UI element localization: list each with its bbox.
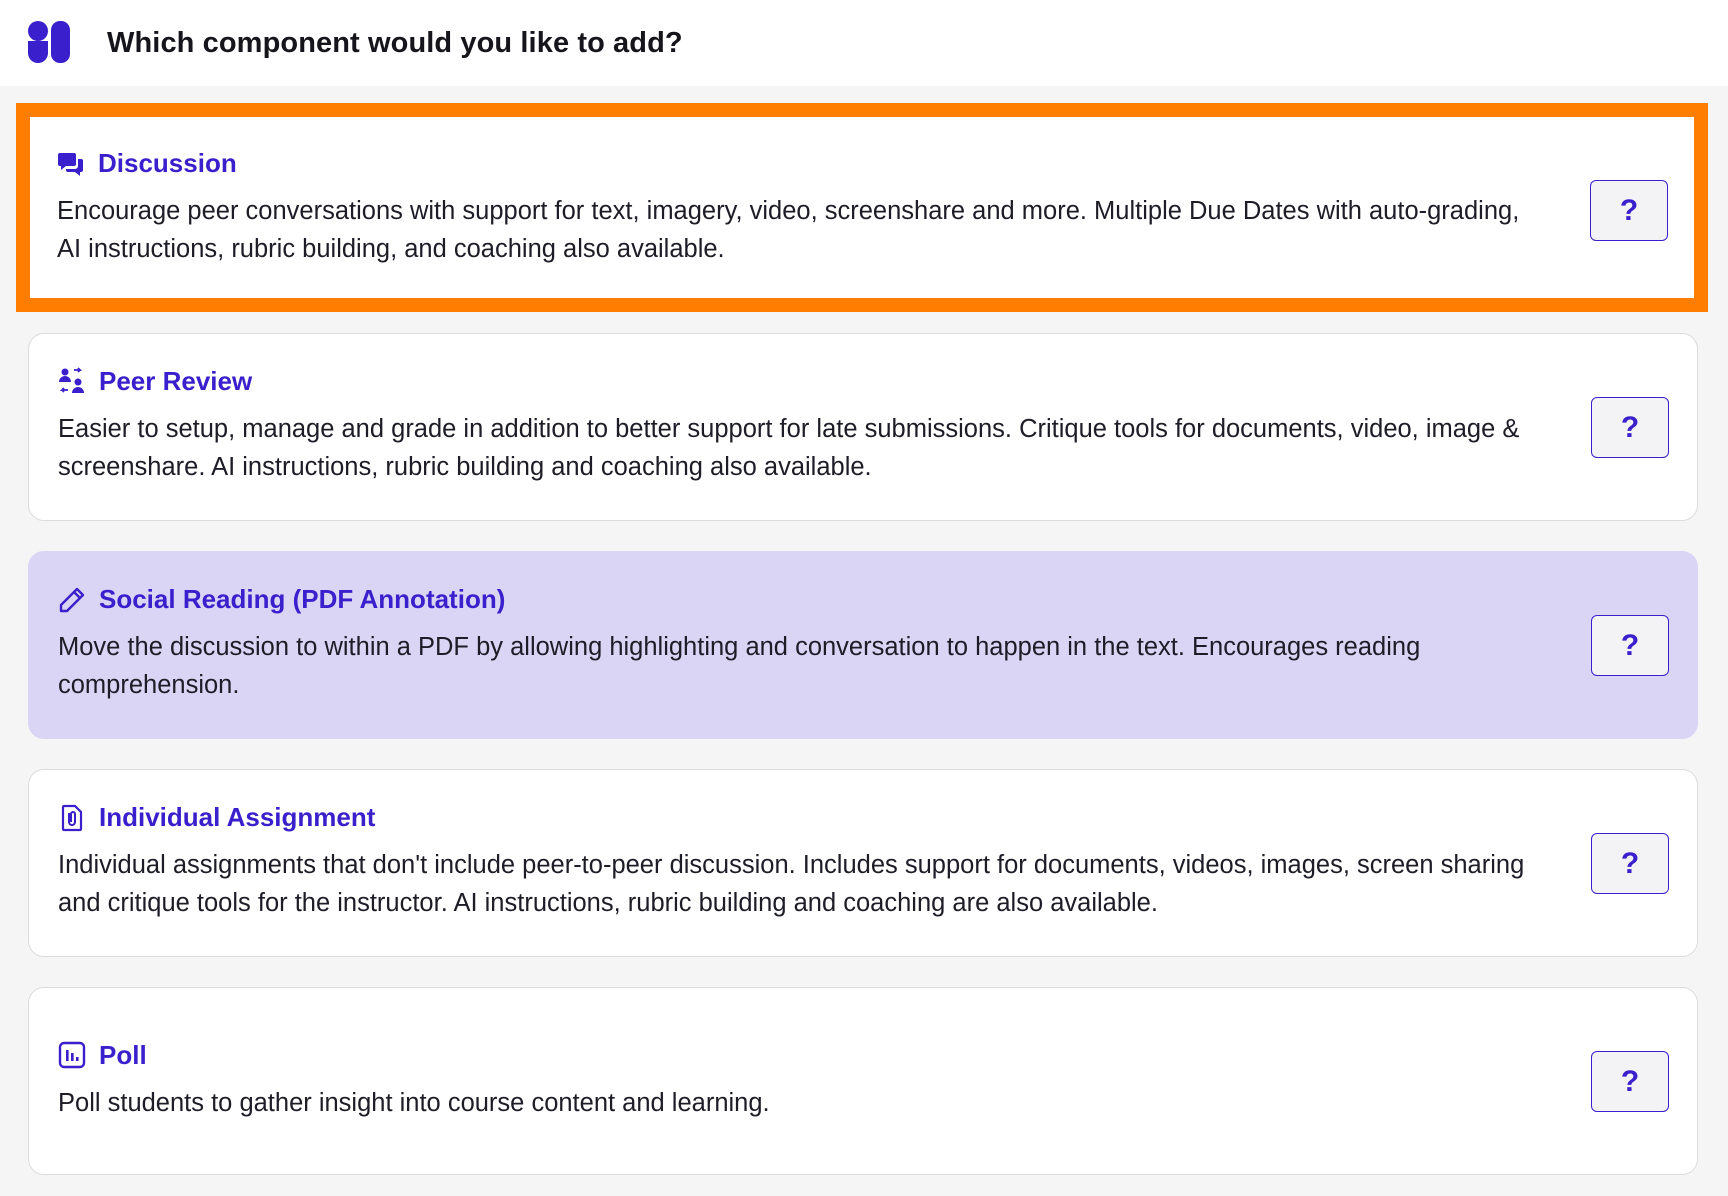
- card-description: Poll students to gather insight into course content and learning.: [58, 1089, 770, 1117]
- help-button-poll[interactable]: ?: [1591, 1051, 1669, 1112]
- peer-exchange-icon: [58, 367, 86, 395]
- component-card-individual-assignment[interactable]: [28, 769, 1698, 957]
- component-card-poll[interactable]: [28, 987, 1698, 1175]
- component-card-social-reading[interactable]: [28, 551, 1698, 739]
- card-title: Discussion: [98, 148, 237, 178]
- pencil-icon: [58, 586, 86, 614]
- card-title: Peer Review: [99, 366, 253, 396]
- help-button-peer-review[interactable]: ?: [1591, 397, 1669, 458]
- component-card-discussion[interactable]: [30, 117, 1694, 298]
- card-description: Encourage peer conversations with support for text, imagery, video, screenshare and more. Multiple Due Dates with auto-grading, AI instructions, rubric building, and coaching also available.: [57, 197, 1520, 263]
- card-title: Social Reading (PDF Annotation): [99, 584, 506, 614]
- card-description: Individual assignments that don't include peer-to-peer discussion. Includes support for documents, videos, images, screen sharing and critique tools for the instructor. AI instructions, rubric building and coaching are also available.: [58, 851, 1525, 917]
- help-button-social-reading[interactable]: ?: [1591, 615, 1669, 676]
- component-card-peer-review[interactable]: [28, 333, 1698, 521]
- page-title: Which component would you like to add?: [107, 27, 683, 59]
- card-description: Move the discussion to within a PDF by allowing highlighting and conversation to happen in the text. Encourages reading comprehension.: [58, 633, 1421, 699]
- help-button-individual-assignment[interactable]: ?: [1591, 833, 1669, 894]
- card-title: Poll: [99, 1040, 147, 1070]
- poll-chart-icon: [58, 1041, 86, 1069]
- card-description: Easier to setup, manage and grade in addition to better support for late submissions. Critique tools for documents, video, image & screenshare. AI instructions, rubric building and coaching also available.: [58, 415, 1520, 481]
- help-button-discussion[interactable]: ?: [1590, 180, 1668, 241]
- chat-bubbles-icon: [57, 150, 85, 178]
- app-logo-icon: [27, 20, 71, 64]
- card-title: Individual Assignment: [99, 802, 376, 832]
- header-bar: [0, 0, 1728, 86]
- document-clip-icon: [58, 804, 86, 832]
